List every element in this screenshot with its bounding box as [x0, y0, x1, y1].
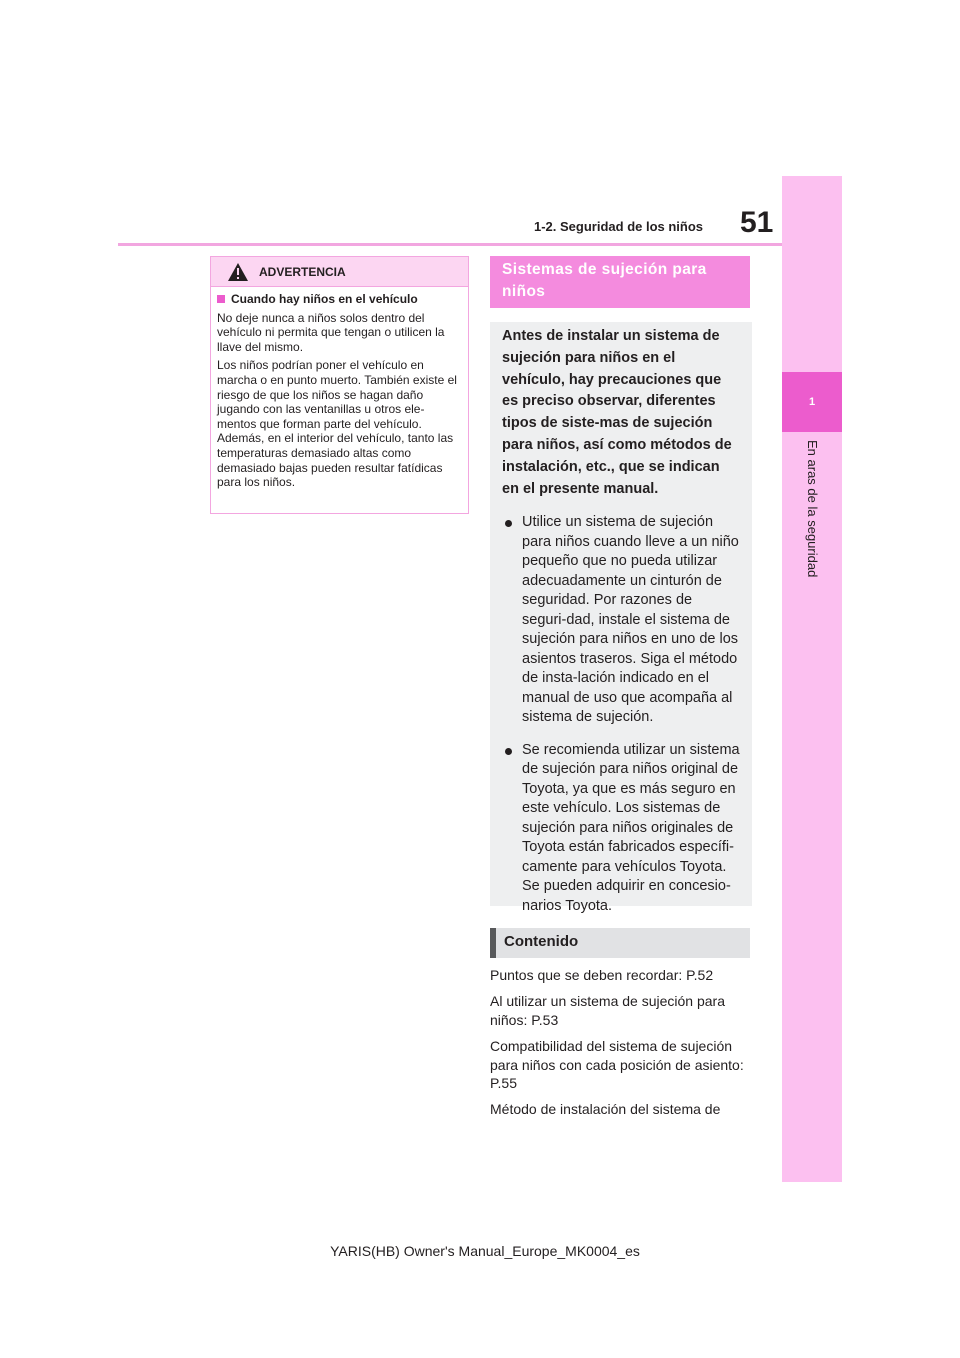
list-item-text: Utilice un sistema de sujeción para niños cuando lleve a un niño pequeño que no pueda utilizar adecuadamente un cinturón de seguridad. Por razones de seguri-dad, instale el sistema de sujeción para niños en uno de los asientos traseros. Siga el método de insta-lación indicado en el manual de uso que acompaña al sistema de sujeción. [522, 514, 739, 726]
contents-heading: Contenido [490, 928, 750, 958]
section-header: 1-2. Seguridad de los niños [534, 219, 704, 234]
warning-subheading [217, 292, 460, 307]
intro-box [490, 322, 752, 914]
bullet-dot-icon [505, 520, 512, 527]
intro-text: Antes de instalar un sistema de sujeción para niños en el vehículo, hay precauciones que es preciso observar, diferentes tipos de siste-mas de sujeción para niños, así como métodos de instalación, etc., que se indican en el presente manual. [502, 328, 732, 497]
contents-link[interactable]: Al utilizar un sistema de sujeción para niños: P.53 [490, 993, 726, 1028]
warning-title: ADVERTENCIA [259, 264, 346, 279]
warning-subheading-text: Cuando hay niños en el vehículo [231, 292, 418, 306]
page-number: 51 [740, 206, 774, 239]
list-item-text: Se recomienda utilizar un sistema de sujeción para niños original de Toyota, ya que es más seguro en este vehículo. Los sistemas de sujeción para niños originales de Toyota están fabricados específi-camente para vehículos Toyota. Se pueden adquirir en concesio-narios Toyota. [522, 741, 740, 914]
contents-list [490, 966, 750, 1127]
list-item [502, 513, 740, 728]
list-item [502, 741, 740, 917]
warning-triangle-icon [227, 262, 249, 282]
warning-header [211, 257, 468, 287]
footer-text: YARIS(HB) Owner's Manual_Europe_MK0004_es [330, 1243, 640, 1259]
section-title: Sistemas de sujeción para niños [490, 256, 750, 308]
warning-body [211, 287, 468, 490]
chapter-number: 1 [808, 396, 816, 408]
contents-link[interactable]: Método de instalación del sistema de [490, 1101, 721, 1118]
chapter-title-vertical: En aras de la seguridad [805, 440, 820, 578]
header-rule [118, 243, 782, 246]
contents-link[interactable]: Puntos que se deben recordar: P.52 [490, 967, 714, 983]
chapter-side-tab [782, 176, 842, 1182]
bullet-dot-icon [505, 748, 512, 755]
contents-link[interactable]: Compatibilidad del sistema de sujeción para niños con cada posición de asiento: P.55 [490, 1038, 744, 1092]
chapter-number-tab[interactable] [782, 372, 842, 432]
warning-box [210, 256, 469, 514]
square-bullet-icon [217, 295, 225, 303]
warning-paragraph: No deje nunca a niños solos dentro del vehículo ni permita que tengan o utilicen la llave del mismo. [217, 310, 445, 354]
warning-paragraph: Los niños podrían poner el vehículo en marcha o en punto muerto. También existe el riesgo de que los niños se hagan daño jugando con las ventanillas u otros ele-mentos que forman parte del vehículo. Además, en el interior del vehículo, tanto las temperaturas demasiado altas como demasiado bajas pueden resultar fatídicas para los niños. [217, 358, 457, 490]
